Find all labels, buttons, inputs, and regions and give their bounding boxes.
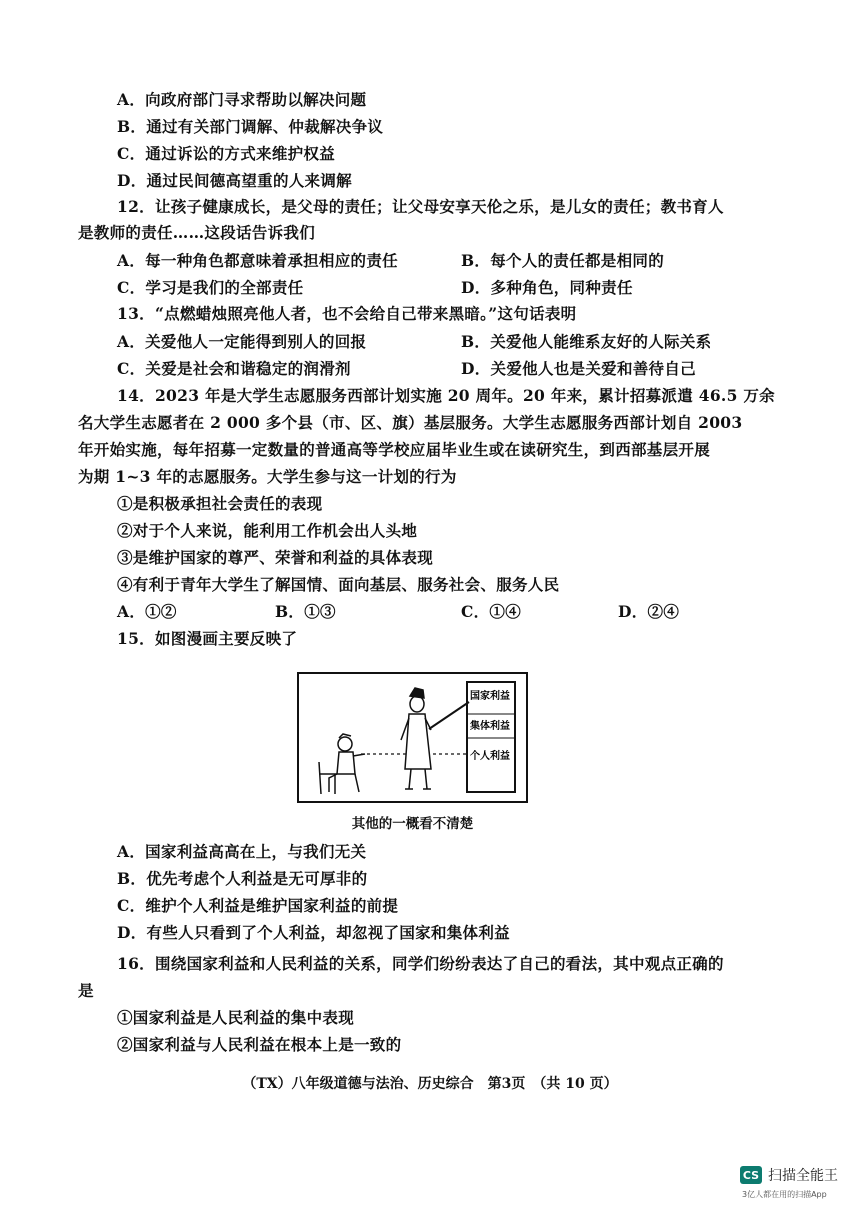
option-line: A．每一种角色都意味着承担相应的责任 xyxy=(117,251,398,270)
option-line: C．维护个人利益是维护国家利益的前提 xyxy=(117,896,399,915)
statement-line: ②对于个人来说，能利用工作机会出人头地 xyxy=(117,521,418,540)
question-14-stem-cont: 为期 1~3 年的志愿服务。大学生参与这一计划的行为 xyxy=(78,467,457,486)
question-16-stem: 16．围绕国家利益和人民利益的关系，同学们纷纷表达了自己的看法，其中观点正确的 xyxy=(117,954,724,973)
scanner-app-name: 扫描全能王 xyxy=(768,1168,838,1184)
option-line: C．①④ xyxy=(461,602,522,621)
option-line: C．学习是我们的全部责任 xyxy=(117,278,304,297)
option-line: B．关爱他人能维系友好的人际关系 xyxy=(461,332,712,351)
option-line: B．①③ xyxy=(275,602,336,621)
option-line: D．有些人只看到了个人利益，却忽视了国家和集体利益 xyxy=(117,923,510,942)
option-line: B．通过有关部门调解、仲裁解决争议 xyxy=(117,117,384,136)
option-line: D．②④ xyxy=(618,602,680,621)
option-line: C．通过诉讼的方式来维护权益 xyxy=(117,144,336,163)
question-13-stem: 13．“点燃蜡烛照亮他人者，也不会给自己带来黑暗。”这句话表明 xyxy=(117,304,577,323)
scanner-tagline: 3亿人都在用的扫描App xyxy=(742,1190,827,1199)
question-14-stem-cont: 名大学生志愿者在 2 000 多个县（市、区、旗）基层服务。大学生志愿服务西部计划自 2003 xyxy=(78,413,743,432)
option-line: B．优先考虑个人利益是无可厚非的 xyxy=(117,869,368,888)
question-12-stem: 12．让孩子健康成长，是父母的责任；让父母安享天伦之乐，是儿女的责任；教书育人 xyxy=(117,197,724,216)
option-line: A．关爱他人一定能得到别人的回报 xyxy=(117,332,367,351)
scanner-watermark xyxy=(740,1165,838,1185)
comic-caption: 其他的一概看不清楚 xyxy=(351,816,474,832)
standing-figure xyxy=(401,688,431,789)
statement-line: ③是维护国家的尊严、荣誉和利益的具体表现 xyxy=(117,548,434,567)
option-line: C．关爱是社会和谐稳定的润滑剂 xyxy=(117,359,351,378)
option-line: D．通过民间德高望重的人来调解 xyxy=(117,171,352,190)
board-label-national: 国家利益 xyxy=(470,691,510,702)
option-line: D．多种角色，同种责任 xyxy=(461,278,633,297)
statement-line: ①国家利益是人民利益的集中表现 xyxy=(117,1008,355,1027)
question-12-stem-cont: 是教师的责任……这段话告诉我们 xyxy=(78,223,316,242)
question-16-stem-cont: 是 xyxy=(78,981,94,1000)
option-line: B．每个人的责任都是相同的 xyxy=(461,251,665,270)
comic-illustration xyxy=(297,672,528,803)
statement-line: ①是积极承担社会责任的表现 xyxy=(117,494,323,513)
scanner-logo-icon: CS xyxy=(740,1166,762,1184)
statement-line: ②国家利益与人民利益在根本上是一致的 xyxy=(117,1035,402,1054)
page-footer: （TX）八年级道德与法治、历史综合 第3页 （共 10 页） xyxy=(242,1076,618,1092)
comic-drawing xyxy=(299,674,526,801)
board-label-collective: 集体利益 xyxy=(470,721,510,732)
question-15-stem: 15．如图漫画主要反映了 xyxy=(117,629,298,648)
seated-figure xyxy=(319,734,365,794)
statement-line: ④有利于青年大学生了解国情、面向基层、服务社会、服务人民 xyxy=(117,575,560,594)
question-14-stem: 14．2023 年是大学生志愿服务西部计划实施 20 周年。20 年来，累计招募派遣 46.5 万余 xyxy=(117,386,775,405)
option-line: A．国家利益高高在上，与我们无关 xyxy=(117,842,367,861)
option-line: D．关爱他人也是关爱和善待自己 xyxy=(461,359,696,378)
question-14-stem-cont: 年开始实施，每年招募一定数量的普通高等学校应届毕业生或在读研究生，到西部基层开展 xyxy=(78,440,711,459)
option-line: A．①② xyxy=(117,602,177,621)
board-label-personal: 个人利益 xyxy=(470,751,510,762)
option-line: A．向政府部门寻求帮助以解决问题 xyxy=(117,90,367,109)
